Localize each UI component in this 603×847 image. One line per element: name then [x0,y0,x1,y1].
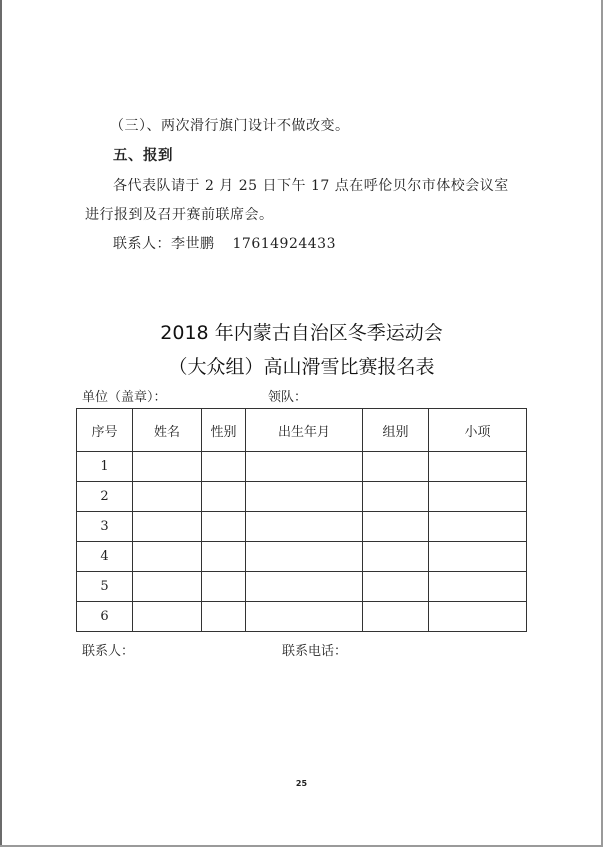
table-header-row [77,409,527,452]
event-cell[interactable] [429,602,527,632]
event-cell[interactable] [429,542,527,572]
paragraph-report-line1: 各代表队请于 2 月 25 日下午 17 点在呼伦贝尔市体校会议室 [113,178,509,194]
gender-cell[interactable] [202,452,246,482]
page-edge-left [0,0,2,847]
group-cell[interactable] [363,512,429,542]
gender-cell[interactable] [202,602,246,632]
table-row [77,602,527,632]
event-cell[interactable] [429,452,527,482]
birth-cell[interactable] [246,482,363,512]
gender-cell[interactable] [202,482,246,512]
birth-cell[interactable] [246,542,363,572]
column-header: 出生年月 [246,409,363,452]
column-header: 姓名 [133,409,202,452]
gender-cell[interactable] [202,572,246,602]
birth-cell[interactable] [246,452,363,482]
table-row [77,542,527,572]
gender-cell[interactable] [202,542,246,572]
birth-cell[interactable] [246,572,363,602]
registration-table [76,408,527,632]
group-cell[interactable] [363,452,429,482]
row-number: 6 [77,602,133,632]
leader-label: 领队： [268,390,308,405]
paragraph-report-line2: 进行报到及召开赛前联席会。 [85,207,274,223]
form-contact-label: 联系人： [82,644,135,659]
table-row [77,452,527,482]
unit-label: 单位（盖章）： [82,390,167,405]
group-cell[interactable] [363,482,429,512]
group-cell[interactable] [363,602,429,632]
form-title-line1: 2018 年内蒙古自治区冬季运动会 [160,322,443,344]
group-cell[interactable] [363,572,429,602]
gender-cell[interactable] [202,512,246,542]
form-phone-label: 联系电话： [282,644,348,659]
name-cell[interactable] [133,542,202,572]
column-header: 组别 [363,409,429,452]
table-row [77,572,527,602]
event-cell[interactable] [429,482,527,512]
paragraph-item3: （三）、两次滑行旗门设计不做改变。 [110,118,350,134]
row-number: 1 [77,452,133,482]
contact-name: 联系人：李世鹏 [113,236,215,252]
page-number: 25 [295,779,308,788]
name-cell[interactable] [133,602,202,632]
group-cell[interactable] [363,542,429,572]
row-number: 5 [77,572,133,602]
name-cell[interactable] [133,572,202,602]
name-cell[interactable] [133,512,202,542]
row-number: 3 [77,512,133,542]
row-number: 2 [77,482,133,512]
contact-phone: 17614924433 [232,236,336,252]
event-cell[interactable] [429,572,527,602]
column-header: 性别 [202,409,246,452]
row-number: 4 [77,542,133,572]
event-cell[interactable] [429,512,527,542]
form-title-line2: （大众组）高山滑雪比赛报名表 [168,356,435,378]
birth-cell[interactable] [246,602,363,632]
column-header: 小项 [429,409,527,452]
table-row [77,482,527,512]
column-header: 序号 [77,409,133,452]
table-row [77,512,527,542]
contact-line [113,233,336,253]
name-cell[interactable] [133,482,202,512]
section-heading-report: 五、报到 [113,147,173,164]
name-cell[interactable] [133,452,202,482]
birth-cell[interactable] [246,512,363,542]
